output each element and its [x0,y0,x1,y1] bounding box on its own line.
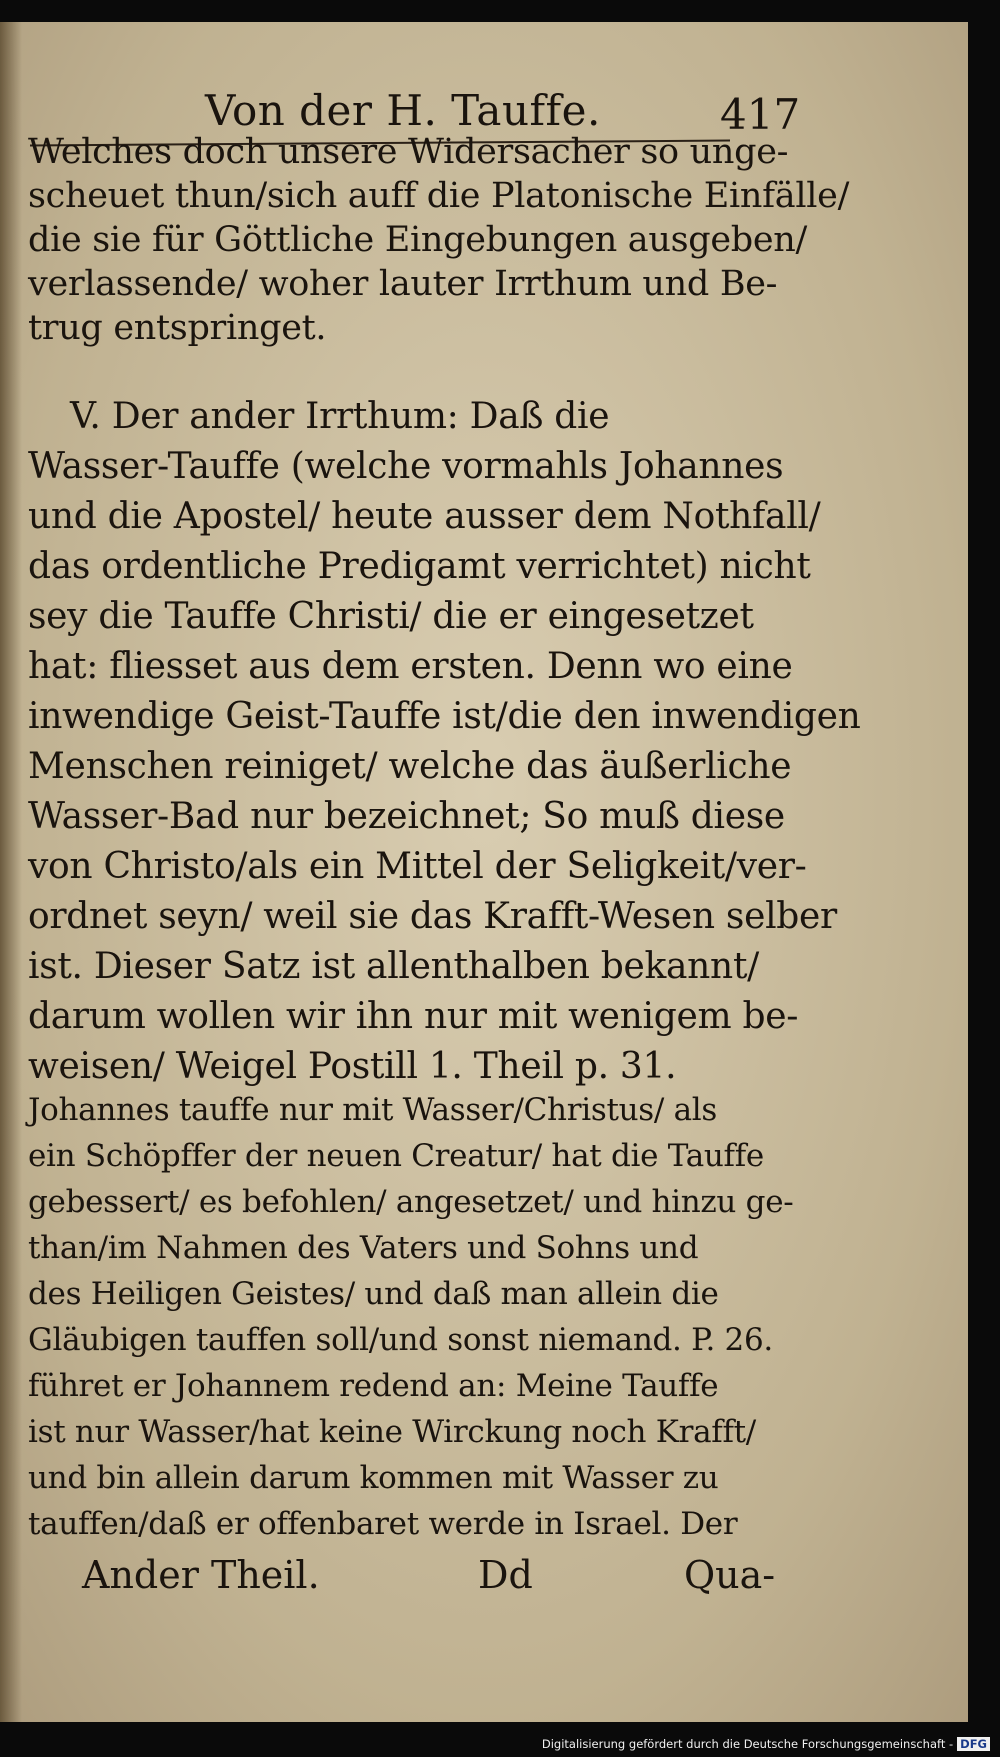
section-line: Wasser-Bad nur bezeichnet; So muß diese [28,796,785,837]
section-line: und die Apostel/ heute ausser dem Nothfall/ [28,496,821,537]
quotation-line: führet er Johannem redend an: Meine Tauffe [28,1368,719,1404]
dfg-logo: DFG [957,1737,990,1751]
section-line: Wasser-Tauffe (welche vormahls Johannes [28,446,784,487]
page-number: 417 [720,90,801,139]
paragraph-line: verlassende/ woher lauter Irrthum und Be- [28,264,778,304]
quotation-line: than/im Nahmen des Vaters und Sohns und [28,1230,699,1266]
quotation-line: des Heiligen Geistes/ und daß man allein die [28,1276,719,1312]
section-line: von Christo/als ein Mittel der Seligkeit/ver- [28,846,807,887]
paragraph-line: die sie für Göttliche Eingebungen ausgeben/ [28,220,808,260]
paragraph-line: trug entspringet. [28,308,327,348]
section-heading-line: V. Der ander Irrthum: Daß die [70,396,610,437]
section-line: ist. Dieser Satz ist allenthalben bekannt/ [28,946,759,987]
paragraph-line: scheuet thun/sich auff die Platonische Einfälle/ [28,176,850,216]
section-line: ordnet seyn/ weil sie das Krafft-Wesen selber [28,896,837,937]
catchword: Qua- [684,1553,776,1597]
quotation-line: tauffen/daß er offenbaret werde in Israel. Der [28,1506,738,1542]
quotation-line: ist nur Wasser/hat keine Wirckung noch Krafft/ [28,1414,756,1450]
section-line: weisen/ Weigel Postill 1. Theil p. 31. [28,1046,677,1087]
signature-line: Ander Theil. [82,1553,320,1597]
page-gutter-shadow [0,22,22,1722]
quotation-line: und bin allein darum kommen mit Wasser zu [28,1460,719,1496]
paragraph-line: Welches doch unsere Widersacher so unge- [28,132,789,172]
section-line: Menschen reiniget/ welche das äußerliche [28,746,792,787]
section-line: darum wollen wir ihn nur mit wenigem be- [28,996,799,1037]
section-line: inwendige Geist-Tauffe ist/die den inwendigen [28,696,861,737]
section-line: das ordentliche Predigamt verrichtet) nicht [28,546,811,587]
digitization-credit [520,1737,990,1755]
signature-mark: Dd [478,1553,533,1597]
section-line: hat: fliesset aus dem ersten. Denn wo eine [28,646,793,687]
section-line: sey die Tauffe Christi/ die er eingesetzet [28,596,754,637]
quotation-line: Gläubigen tauffen soll/und sonst niemand. P. 26. [28,1322,773,1358]
quotation-line: gebessert/ es befohlen/ angesetzet/ und hinzu ge- [28,1184,794,1220]
quotation-line: ein Schöpffer der neuen Creatur/ hat die Tauffe [28,1138,764,1174]
quotation-line: Johannes tauffe nur mit Wasser/Christus/ als [28,1092,717,1128]
credit-text: Digitalisierung gefördert durch die Deutsche Forschungsgemeinschaft - [541,1737,954,1751]
running-title: Von der H. Tauffe. [205,86,601,135]
